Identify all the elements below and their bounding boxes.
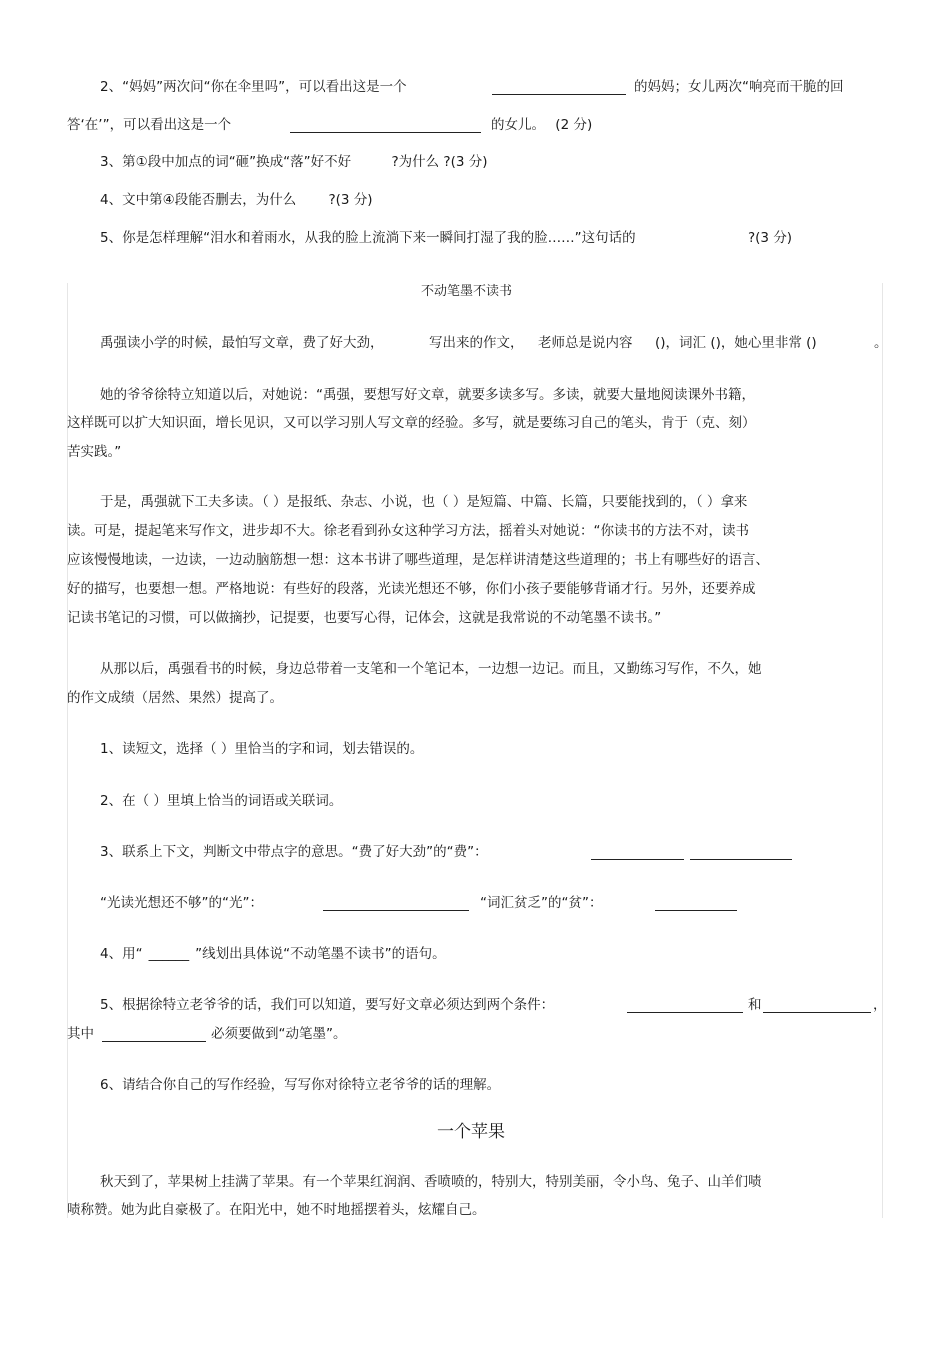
paragraph-3-line5: 记读书笔记的习惯，可以做摘抄，记提要，也要写心得，记体会，这就是我常说的不动笔墨不读书。” bbox=[67, 610, 662, 626]
answer-blank[interactable] bbox=[290, 118, 481, 133]
exercise-5-line2a: 其中 bbox=[67, 1026, 94, 1042]
paragraph-2-line3: 苦实践。” bbox=[67, 444, 122, 460]
paragraph-2-line1: 她的爷爷徐特立知道以后，对她说：“禹强，要想写好文章，就要多读多写。多读，就要大量地阅读课外书籍， bbox=[100, 387, 755, 403]
paragraph-1: 禹强读小学的时候，最怕写文章，费了好大劲， bbox=[100, 335, 384, 351]
question-2-line2-tail: 的女儿。 (2 分) bbox=[491, 117, 593, 133]
question-3: 3、第①段中加点的词“砸”换成“落”好不好 ?为什么 ?(3 分) bbox=[100, 154, 488, 170]
exercise-1: 1、读短文，选择（ ）里恰当的字和词，划去错误的。 bbox=[100, 741, 424, 757]
paragraph-1-part3: 老师总是说内容 bbox=[538, 335, 633, 351]
underline-sample: ______ bbox=[148, 946, 190, 962]
question-2-line2: 答‘在’”，可以看出这是一个 bbox=[67, 117, 232, 133]
paragraph-3-line2: 读。可是，提起笔来写作文，进步却不大。徐老看到孙女这种学习方法，摇着头对她说：“你读书的方法不对，读书 bbox=[67, 523, 749, 539]
exercise-3-part2a: “光读光想还不够”的“光”： bbox=[100, 895, 263, 911]
paragraph-1-part2: 写出来的作文， bbox=[429, 335, 524, 351]
question-2-line1-tail: 的妈妈；女儿两次“响亮而干脆的回 bbox=[634, 79, 844, 95]
right-border-rule bbox=[882, 283, 883, 1218]
passage-2-line1: 秋天到了，苹果树上挂满了苹果。有一个苹果红润润、香喷喷的，特别大，特别美丽，令小鸟、兔子、山羊们啧 bbox=[100, 1174, 762, 1190]
exercise-5-and: 和 bbox=[748, 997, 762, 1013]
answer-blank[interactable] bbox=[102, 1027, 206, 1042]
exercise-5-line2b: 必须要做到“动笔墨”。 bbox=[211, 1026, 347, 1042]
passage-title: 不动笔墨不读书 bbox=[421, 284, 513, 299]
exercise-5-comma: ， bbox=[873, 997, 887, 1013]
exercise-6: 6、请结合你自己的写作经验，写写你对徐特立老爷爷的话的理解。 bbox=[100, 1077, 501, 1093]
question-5-tail: ?(3 分) bbox=[748, 230, 793, 246]
answer-blank[interactable] bbox=[690, 845, 792, 860]
question-2-line1 bbox=[100, 78, 407, 96]
exercise-4: 4、用“ ______ ”线划出具体说“不动笔墨不读书”的语句。 bbox=[100, 946, 446, 962]
passage-2-line2: 啧称赞。她为此自豪极了。在阳光中，她不时地摇摆着头，炫耀自己。 bbox=[67, 1202, 486, 1218]
exercise-3-part2b: “词汇贫乏”的“贫”： bbox=[480, 895, 603, 911]
answer-blank[interactable] bbox=[591, 845, 684, 860]
paragraph-1-part4: ()，词汇 ()，她心里非常 () bbox=[655, 335, 817, 351]
answer-blank[interactable] bbox=[655, 896, 737, 911]
paragraph-2-line2: 这样既可以扩大知识面，增长见识，又可以学习别人写文章的经验。多写，就是要练习自己的笔头，肯于（克、刻） bbox=[67, 415, 756, 431]
exercise-5-line1: 5、根据徐特立老爷爷的话，我们可以知道，要写好文章必须达到两个条件： bbox=[100, 997, 555, 1013]
paragraph-4-line2: 的作文成绩（居然、果然）提高了。 bbox=[67, 690, 283, 706]
exercise-2: 2、在（ ）里填上恰当的词语或关联词。 bbox=[100, 793, 343, 809]
passage-2-title: 一个苹果 bbox=[437, 1122, 505, 1142]
paragraph-4-line1: 从那以后，禹强看书的时候，身边总带着一支笔和一个笔记本，一边想一边记。而且，又勤练习写作，不久，她 bbox=[100, 661, 762, 677]
question-2-text-a: 2、“妈妈”两次问“你在伞里吗”，可以看出这是一个 bbox=[100, 79, 407, 95]
paragraph-3-line3: 应该慢慢地读，一边读，一边动脑筋想一想：这本书讲了哪些道理，是怎样讲清楚这些道理的；书上有哪些好的语言、 bbox=[67, 552, 769, 568]
answer-blank[interactable] bbox=[492, 80, 626, 95]
question-4: 4、文中第④段能否删去，为什么 ?(3 分) bbox=[100, 192, 373, 208]
answer-blank[interactable] bbox=[627, 998, 743, 1013]
exercise-3: 3、联系上下文，判断文中带点字的意思。“费了好大劲”的“费”： bbox=[100, 844, 488, 860]
answer-blank[interactable] bbox=[763, 998, 871, 1013]
paragraph-1-part5: 。 bbox=[874, 335, 888, 351]
paragraph-3-line4: 好的描写，也要想一想。严格地说：有些好的段落，光读光想还不够，你们小孩子要能够背诵才行。另外，还要养成 bbox=[67, 581, 756, 597]
question-5: 5、你是怎样理解“泪水和着雨水，从我的脸上流淌下来一瞬间打湿了我的脸……”这句话的 bbox=[100, 230, 636, 246]
paragraph-3-line1: 于是，禹强就下工夫多读。（ ）是报纸、杂志、小说，也（ ）是短篇、中篇、长篇，只要能找到的，（ ）拿来 bbox=[100, 494, 748, 510]
answer-blank[interactable] bbox=[323, 896, 469, 911]
